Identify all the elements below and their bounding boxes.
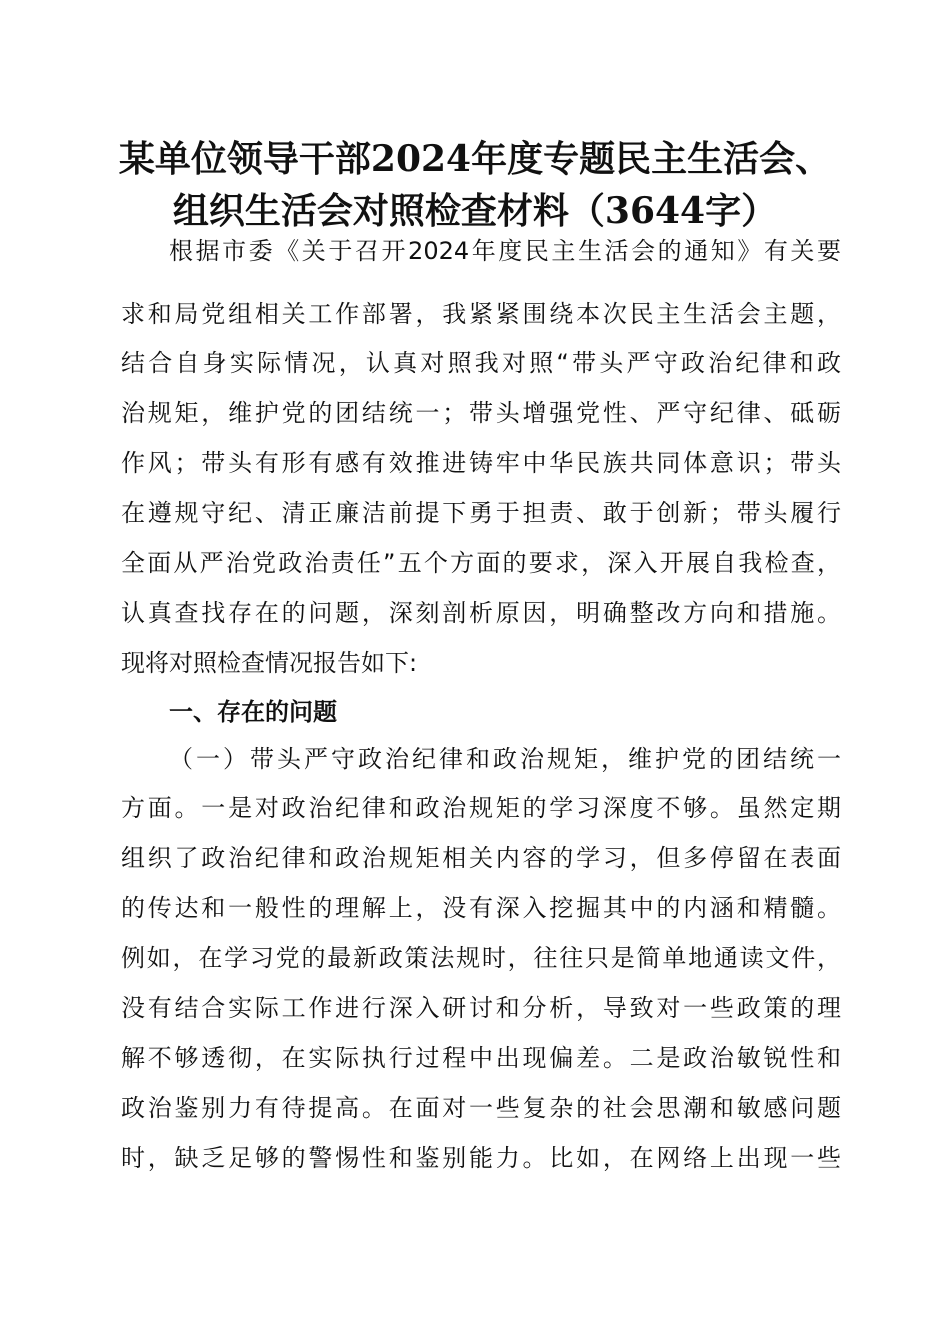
- body-line: 政治鉴别力有待提高。在面对一些复杂的社会思潮和敏感问题: [121, 1094, 841, 1122]
- body-line: 的传达和一般性的理解上，没有深入挖掘其中的内涵和精髓。: [121, 894, 841, 922]
- intro-line: 作风；带头有形有感有效推进铸牢中华民族共同体意识；带头: [121, 449, 841, 477]
- body-line: 没有结合实际工作进行深入研讨和分析，导致对一些政策的理: [121, 994, 841, 1022]
- body-line: 方面。一是对政治纪律和政治规矩的学习深度不够。虽然定期: [121, 794, 841, 822]
- intro-line: 治规矩，维护党的团结统一；带头增强党性、严守纪律、砥砺: [121, 399, 841, 427]
- body-line: 时，缺乏足够的警惕性和鉴别能力。比如，在网络上出现一些: [121, 1144, 841, 1172]
- intro-line: 求和局党组相关工作部署，我紧紧围绕本次民主生活会主题，: [121, 300, 841, 328]
- body-line: （一）带头严守政治纪律和政治规矩，维护党的团结统一: [169, 745, 841, 773]
- intro-line: 认真查找存在的问题，深刻剖析原因，明确整改方向和措施。: [121, 599, 841, 627]
- section-heading: 一、存在的问题: [169, 698, 337, 726]
- document-title-line-1: 某单位领导干部2024年度专题民主生活会、: [118, 138, 832, 180]
- body-line: 组织了政治纪律和政治规矩相关内容的学习，但多停留在表面: [121, 844, 841, 872]
- intro-line: 现将对照检查情况报告如下:: [121, 649, 418, 677]
- intro-line: 全面从严治党政治责任”五个方面的要求，深入开展自我检查，: [121, 549, 841, 577]
- body-line: 解不够透彻，在实际执行过程中出现偏差。二是政治敏锐性和: [121, 1044, 841, 1072]
- body-line: 例如，在学习党的最新政策法规时，往往只是简单地通读文件，: [121, 944, 841, 972]
- intro-line: 结合自身实际情况，认真对照我对照“带头严守政治纪律和政: [121, 349, 841, 377]
- intro-line: 在遵规守纪、清正廉洁前提下勇于担责、敢于创新；带头履行: [121, 499, 841, 527]
- intro-line: 根据市委《关于召开2024年度民主生活会的通知》有关要: [169, 237, 841, 265]
- document-title-line-2: 组织生活会对照检查材料（3644字）: [172, 190, 778, 232]
